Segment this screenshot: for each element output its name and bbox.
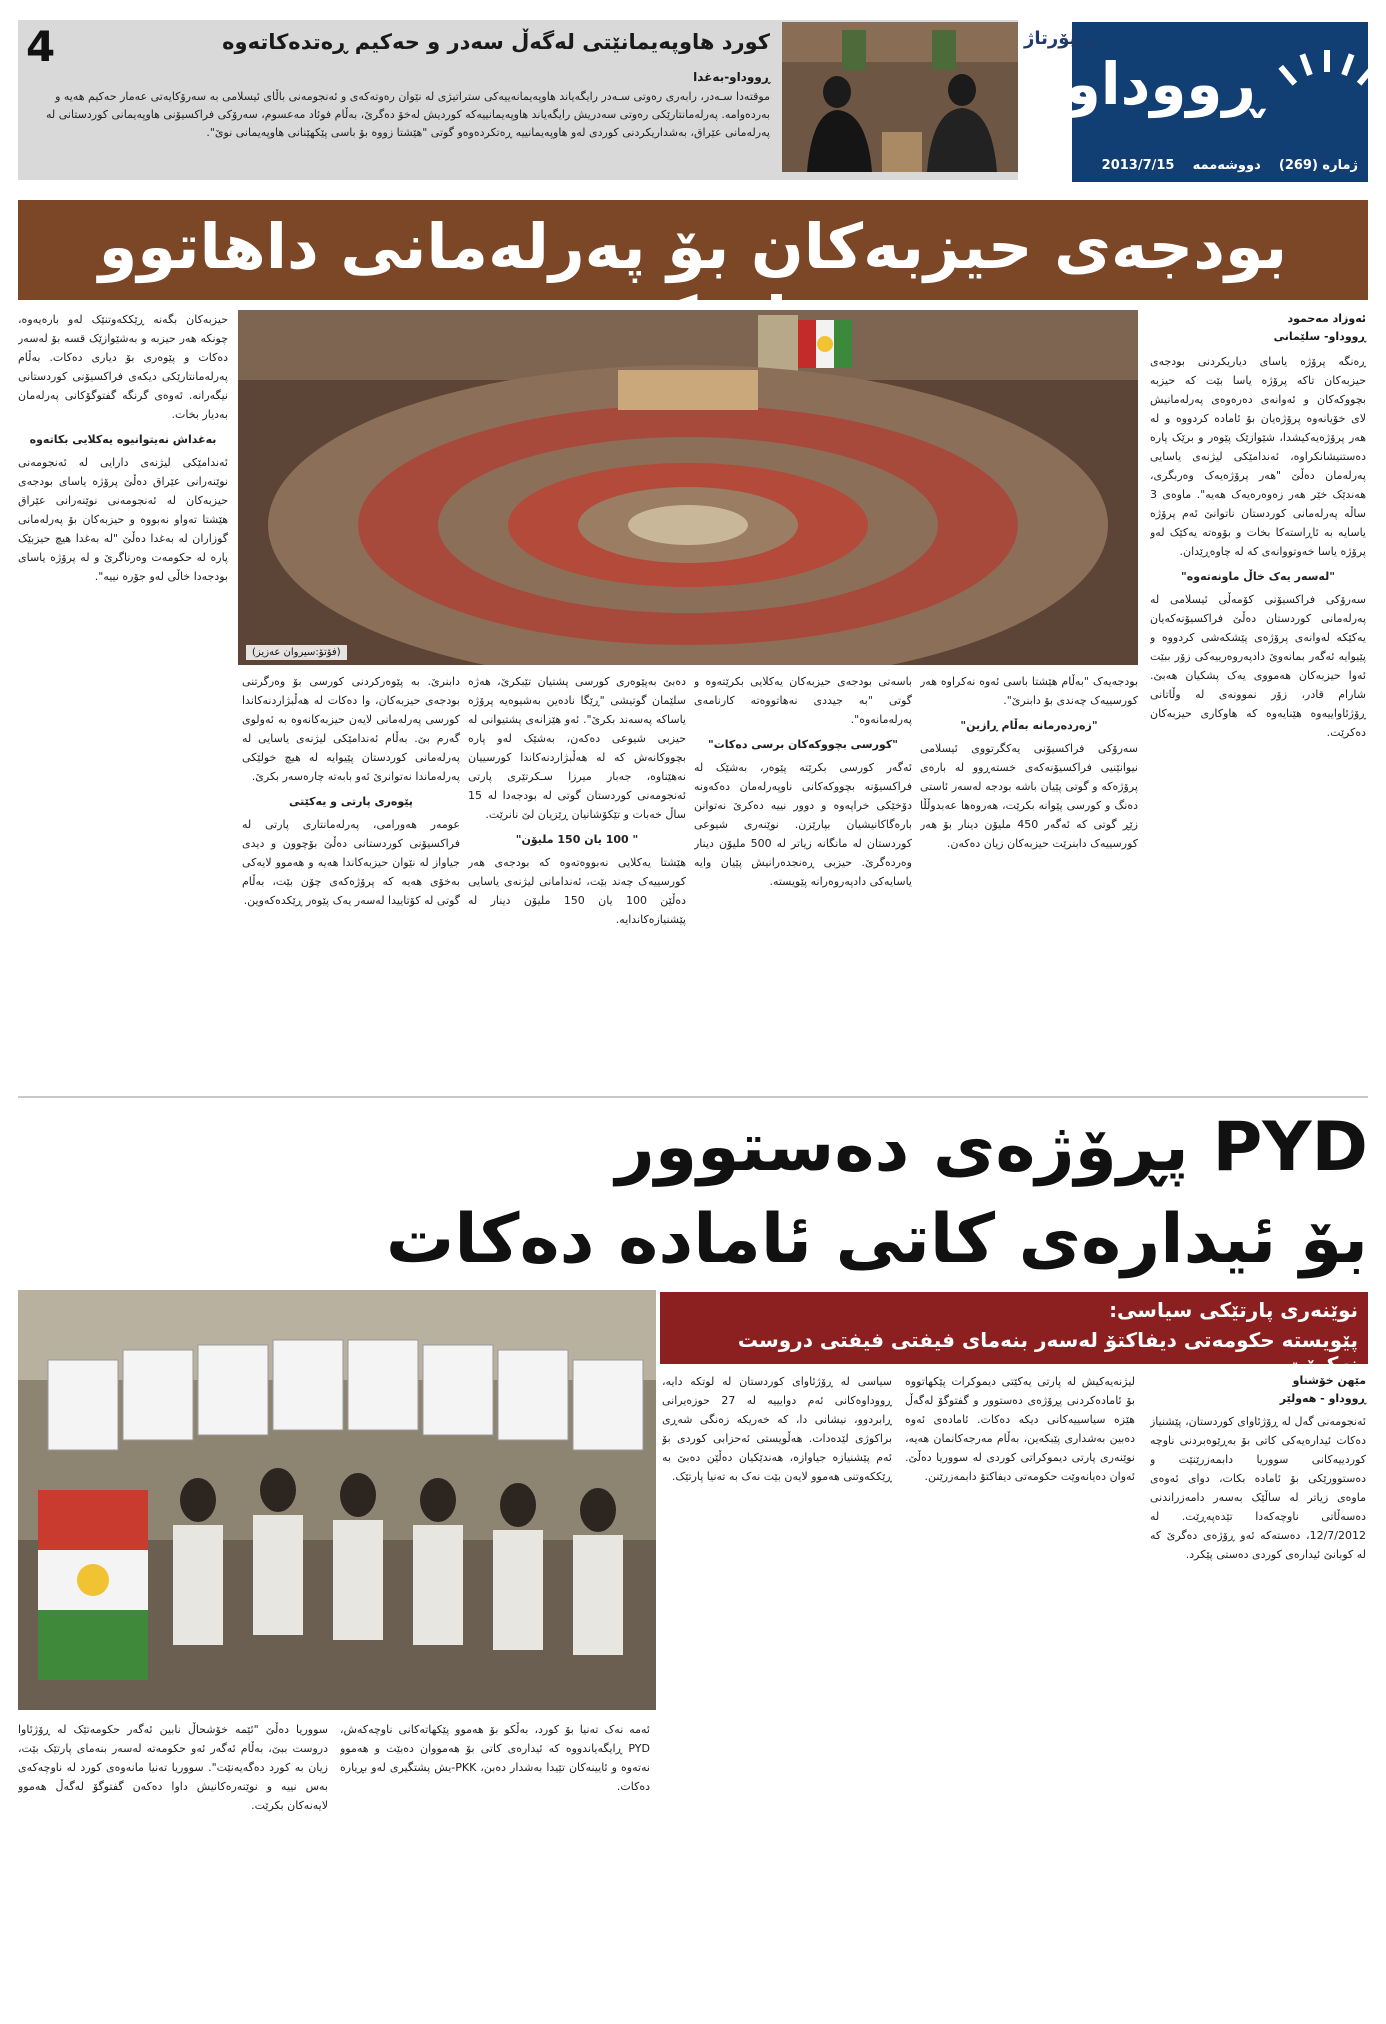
teaser-photo xyxy=(782,22,1018,172)
story1-col1-subhead: "لەسەر یەک خاڵ ماونەتەوە" xyxy=(1181,570,1335,583)
story1-col2-subhead: "زەردەرمانە بەڵام ڕازین" xyxy=(960,719,1098,732)
issue-date: 2013/7/15 xyxy=(1101,158,1175,173)
pyd-headline-line-1: PYD پڕۆژەی دەستوور xyxy=(615,1108,1368,1187)
teaser-headline: کورد هاوپەیمانێتی لەگەڵ سەدر و حەکیم ڕەتدەکاتەوە xyxy=(222,30,770,54)
sub-headline-line-2: پێویستە حکومەتی دیفاکتۆ لەسەر بنەمای فیفتی فیفتی دروست نەکرێت xyxy=(737,1328,1358,1376)
story1-col5-subhead: پێوەری پارتی و یەکێتی xyxy=(289,795,413,808)
kurdistan-rally-illustration xyxy=(18,1290,656,1710)
story1-col1-text-b: سەرۆکی فراکسیۆنی کۆمەڵی ئیسلامی لە پەرلەمانی کوردستان دەڵێ فراکسیۆنەکەیان یەکێکە لەوانەی پرۆژەی پێشکەشی کردووە و پێیوایە ئەگەر بمانەوێ دادپەروەرییەکی زۆر ببێت ئەوا حیزبەکان هەمووی یەک پشکیان هەبێ. شارام قادر، زۆر نموونەی لە وڵاتانی ڕۆژئاواییەوە هێنایەوە کە هاوکاری حیزبەکان دەکرێت. xyxy=(1150,593,1366,739)
story2-column-2 xyxy=(905,1372,1135,2012)
story1-col2-text-b: سەرۆکی فراکسیۆنی یەکگرتووی ئیسلامی نیوانێنیی فراکسیۆنەکەی خستەڕوو لە بارەی پرۆژەکە و گوتی پێیان باشە بودجە لەسەر ئاستی دەنگ و کورسی پێوانە بکرێت، هەروەها عەبدوڵڵا زێڕ گوتی کە ئەگەر 450 ملیۆن دینار بۆ هەر کورسییەک دابنرێت حیزبەکان زیان دەکەن. xyxy=(920,742,1138,850)
story1-col6-text-b: ئەندامێکی لیژنەی دارایی لە ئەنجومەنی نوێنەرانی عێراق دەڵێ پرۆژە یاسای بودجەی حیزبەکان لە ئەنجومەنی نوێنەرانی عێراق هێشتا تەواو نەبووە و حیزبەکان بۆ پەرلەمانی گوزاران لە بەغدا دەڵێ "لە بەغدا هیچ حیزبێک پارە لە حکومەت وەرناگرێ و لە پرۆژە یاسای بودجەدا خاڵی لەو جۆرە نییە". xyxy=(18,456,228,583)
story1-col3-text-c: هێشتا یەکلایی نەبووەتەوە کە بودجەی هەر کورسییەک چەند بێت، ئەندامانی لیژنەی یاسایی دەڵێن 100 یان 150 ملیۆن دینار لە پێشنیازەکاندایە. xyxy=(468,856,686,926)
story1-col5-text-b: عومەر هەورامی، پەرلەمانتاری پارتی لە فراکسیۆنی کوردستانی دەڵێ بۆچوون و دیدی جیاواز لە نێوان حیزبەکاندا هەیە و هەموو لایەکی بەخۆی هەیە کە پرۆژەکەی چۆن بێت، بەڵام گوتی لە کۆتاییدا لەسەر یەک پێوەر ڕێکدەکەوین. xyxy=(242,818,460,907)
pyd-headline-line-2: بۆ ئیدارەی کاتی ئامادە دەکات xyxy=(386,1200,1368,1279)
story2-col-c-text: سیاسی لە ڕۆژئاوای کوردستان لە لوتکە دایە، ڕووداوەکانی ئەم دوایییە لە 27 حوزەیرانی ڕابردوو، نیشانی دا، کە خەریکە زەنگی شەڕی براکوژی لێدەدات. هەڵویستی ئەحزابی کوردی بۆ ئەم پێشنیازە جیاوازە، هەندێکیان دەڵێن دەبێ بە ڕێککەوتنی هەموو لایەن بێت نەک بە تەنیا پارتێک. xyxy=(662,1375,892,1483)
story1-column-1 xyxy=(1150,352,1366,1092)
story2-column-1 xyxy=(1150,1412,1366,2012)
story1-col3-subhead-2: " 100 یان 150 ملیۆن" xyxy=(515,833,639,846)
story2-col-b-text: لیژنەیەکیش لە پارتی یەکێتی دیموکرات پێکهاتووە بۆ ئامادەکردنی پڕۆژەی دەستوور و گفتوگۆ لەگەڵ هێزە سیاسییەکانی دیکە دەکات. ئامادەی ئەوە دەبین بەشداری پێبکەین، بەڵام مەرجەکانمان هەیە، نوێنەری پارتی دیموکراتی کوردی لە سووریا دەڵێ. ئەوان دەیانەوێت حکومەتی دیفاکتۆ دابمەزرێنن. xyxy=(905,1375,1135,1483)
story2-col-e-text: سووریا دەڵێ "ئێمە خۆشحاڵ نابین ئەگەر حکومەتێک لە ڕۆژئاوا دروست ببێ، بەڵام ئەگەر ئەو حکومەتە لەسەر بنەمای پارتێک بێت، زیان بە کورد دەگەیەنێت". سووریا تەنیا مانەوەی کورد لە ناوچەکەی بەس نییە و نوێنەرەکانیش داوا دەکەن گفتوگۆ لەگەڵ هەموو لایەنەکان بکرێت. xyxy=(18,1723,328,1812)
issue-weekday: دووشەممە xyxy=(1192,158,1261,173)
story1-column-2 xyxy=(920,672,1138,1092)
story1-col3-text: باسەتی بودجەی حیزبەکان یەکلایی بکرێتەوە و گوتی "بە جیددی نەهاتووەتە کارنامەی پەرلەمانەوە". xyxy=(694,675,912,726)
story1-col1-text: ڕەنگە پرۆژە یاسای دیاریکردنی بودجەی حیزبەکان تاکە پرۆژە یاسا بێت کە حیزبە بچووکەکان و ئەوانەی دەرەوەی پەرلەمانیش لای خۆیانەوە پرۆژەیان بۆ ئامادە کردووە و لە هەر پرۆژەیەکیشدا، شێوازێک پێوەر و برێک پارە دەستنیشانکراوە، ئەندامێکی لیژنەی یاسایی پەرلەمان دەڵێ "هەر پرۆژەیەک وەربگری، هەندێک خێر هەر زەوەرەیەک هەیە". ماوەی 3 ساڵە پەرلەمانی کوردستان ناتوانێ ئەم پرۆژە یاسایە بە ئاڕاستەکا بخات و بۆوەتە یەکێک لەو پرۆژە یاسا خەوتووانەی کە لە چاوەڕێدان. xyxy=(1150,355,1366,558)
story2-byline-place: ڕووداو - هەولێر xyxy=(1279,1392,1366,1405)
story2-byline-name: مێهن خۆشناو xyxy=(1292,1374,1366,1387)
story1-column-5 xyxy=(242,672,460,1092)
story1-col5-text: دابنرێ. بە پێوەرکردنی کورسی بۆ وەرگرتنی بودجەی حیزبەکان، وا دەکات لە هەڵبژاردنەکاندا کورسی پەرلەمانی لایەن حیزبەکانەوە بە ئەولوی گەرم بێ. بەڵام ئەندامێکی لیژنەی یاسایی لە پەرلەمانی کوردستان پێیوایە لە هیچ خولێکی پەرلەماندا نەتوانرێ ئەو بابەتە چارەسەر بکرێ. xyxy=(242,675,460,783)
story1-column-6 xyxy=(18,310,228,1100)
story2-column-3 xyxy=(662,1372,892,2012)
demonstration-photo xyxy=(18,1290,656,1710)
story1-column-4 xyxy=(468,672,686,1092)
photo-credit: (فۆتۆ:سیروان عەزیز) xyxy=(246,645,347,660)
teaser-body: موقتەدا سـەدر، رابەری رەوتی سـەدر رایگەیاند هاوپەیمانەییەکی ستراتیژی لە نێوان رەوتەکەی و ئەنجومەنی باڵای ئیسلامی بە سەرۆکایەتی عەمار حەکیم هەیە و بەردەوامە. پەرلەمانتارێکی رەوتی سەدریش رایگەیاند هاوپەیمانییەکە کوردیش لەخۆ دەگرێ، بەڵام فوئاد مەعسوم، سەرۆکی فراکسیۆنی هاوپەیمانی کوردستانی لە پەرلەمانی عێراق، بەشداریکردنی کوردی لەو هاوپەیمانییە ڕەتکردەوەو گوتی "هێشتا زووە بۆ باسی پێکهێنانی هاوپەیمانی نوێ". xyxy=(46,90,770,139)
story2-column-5 xyxy=(18,1720,328,2012)
issue-number: ژمارە (269) xyxy=(1278,158,1358,173)
meeting-photo-illustration xyxy=(782,22,1018,172)
parliament-photo xyxy=(238,310,1138,665)
story1-byline-name: ئەوزاد مەحمود xyxy=(1287,312,1366,325)
story2-byline xyxy=(1168,1372,1366,1408)
teaser-byline: ڕووداو-بەغدا xyxy=(693,70,770,84)
story2-column-4 xyxy=(340,1720,650,2012)
story1-col6-subhead: بەغداش نەیتوانیوە یەکلایی بکاتەوە xyxy=(29,433,217,446)
story2-col-d-text: ئەمە نەک تەنیا بۆ کورد، بەڵکو بۆ هەموو پێکهاتەکانی ناوچەکەش، PYD ڕایگەیاندووە کە ئیدارەی کاتی بۆ هەمووان دەبێت و هەموو نەتەوە و ئایینەکان تێیدا بەشدار دەبن، PKK-یش پشتگیری لەو بڕیارە دەکات. xyxy=(340,1723,650,1793)
story1-col6-text: حیزبەکان بگەنە ڕێککەوتنێک لەو بارەیەوە، چونکە هەر حیزبە و بەشێوازێک قسە بۆ لەسەر دەکات و پێوەری بۆ دیاری دەکات. بەڵام پەرلەمانتارێکی دیکەی فراکسیۆنی کوردستانی نیگەرانە. ئەوەی گرنگە گفتوگۆکانی پەرلەمان بەدیار بخات. xyxy=(18,313,228,421)
page-number: 4 xyxy=(26,22,56,71)
story1-col4-text: دەبێ بەپێوەری کورسی پشتیان تێبکرێ، هەژە سلێمان گوتیشی "ڕێگا نادەین بەشیوەیە پرۆژە یاساکە پەسەند بکرێ". ئەو هێزانەی پشتیوانی لە حیزبی شیوعی دەکەن، بەشێک لەو پارە بچووکانەش کە لە هەڵبژاردنەکاندا کورسییان نەهێناوە، جەبار میرزا سـکرتێری پارتی ئەنجومەنی کوردستان گوتی لە بودجەدا لە 15 ساڵ خەبات و تێکۆشانیان ڕێزیان لێ نانرێت. xyxy=(468,675,686,821)
story1-byline xyxy=(1168,310,1366,346)
story1-column-3 xyxy=(694,672,912,1092)
masthead xyxy=(0,0,1386,190)
story1-byline-place: ڕووداو- سلێمانی xyxy=(1273,330,1366,343)
story1-col3-subhead: "کورسی بچووکەکان برسی دەکات" xyxy=(708,738,898,751)
section-divider xyxy=(18,1096,1368,1098)
parliament-hall-illustration xyxy=(238,310,1138,665)
pyd-headline xyxy=(18,1102,1368,1286)
issue-line xyxy=(1088,158,1358,173)
story2-col-a-text: ئەنجومەنی گەل لە ڕۆژئاوای کوردستان، پێشنیاز دەکات ئیدارەیەکی کاتی بۆ بەڕێوەبردنی ناوچە کوردییەکانی سووریا دابمەزرێنێت و دەستوورێکی بۆ ئامادە بکات، دوای ئەوەی ماوەی زیاتر لە ساڵێک بەسەر دامەزراندنی دەسەڵاتی ناوچەکەدا تێدەپەڕێت. لە 12/7/2012، دەستەکە ئەو ڕۆژەی دەگرێ کە لە کوبانێ ئیدارەی کوردی دەستی پێکرد. xyxy=(1150,1415,1366,1561)
logo-section-label: ڕیپۆرتاژ xyxy=(1024,28,1096,49)
sub-headline-line-1: نوێنەری پارتێکی سیاسی: xyxy=(1109,1298,1358,1322)
story1-col2-text: بودجەیەک "بەڵام هێشتا باسی ئەوە نەکراوە هەر کورسییەک چەندی بۆ دابنرێ". xyxy=(920,675,1138,707)
main-headline: بودجەی حیزبەکان بۆ پەرلەمانی داهاتوو xyxy=(98,210,1288,283)
logo-wordmark: ڕووداو xyxy=(1064,50,1262,118)
story1-col3-text-b: ئەگەر کورسی بکرێتە پێوەر، بەشێک لە فراکسیۆنە بچووکەکانی ناوپەرلەمان دەکەونە دۆخێکی خراپەوە و دوور نییە دەکرێ نەتوانن بارەگاکانیشیان بپارێزن. نوێنەری شیوعی کوردستان لە مانگانە زیاتر لە 500 ملیۆن دینار وەردەگرێ. حیزبی ڕەنجدەرانیش پێیان وایە یاسایەکی دادپەروەرانە پێویستە. xyxy=(694,761,912,888)
